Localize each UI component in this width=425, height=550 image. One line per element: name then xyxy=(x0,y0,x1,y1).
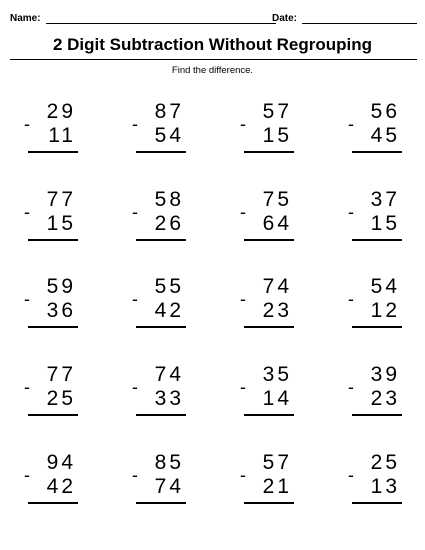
subtraction-problem xyxy=(238,189,298,249)
subtraction-problem xyxy=(346,364,406,424)
subtrahend: 11 xyxy=(48,124,76,147)
answer-line[interactable] xyxy=(136,502,186,504)
subtrahend: 23 xyxy=(370,387,400,410)
minus-sign: - xyxy=(240,202,246,222)
subtrahend: 12 xyxy=(370,299,400,322)
answer-line[interactable] xyxy=(28,239,78,241)
subtrahend: 36 xyxy=(46,299,76,322)
minus-sign: - xyxy=(132,465,138,485)
minuend: 39 xyxy=(370,363,400,386)
answer-line[interactable] xyxy=(352,239,402,241)
subtraction-problem xyxy=(22,276,82,336)
minus-sign: - xyxy=(348,289,354,309)
worksheet-header xyxy=(10,12,417,28)
minus-sign: - xyxy=(240,114,246,134)
subtraction-problem xyxy=(238,101,298,161)
answer-line[interactable] xyxy=(136,239,186,241)
subtraction-problem xyxy=(238,276,298,336)
answer-line[interactable] xyxy=(244,326,294,328)
subtrahend: 26 xyxy=(154,212,184,235)
name-field-line[interactable] xyxy=(46,23,276,24)
subtrahend: 25 xyxy=(46,387,76,410)
answer-line[interactable] xyxy=(352,326,402,328)
minuend: 57 xyxy=(262,451,292,474)
minus-sign: - xyxy=(348,202,354,222)
minuend: 77 xyxy=(46,363,76,386)
minus-sign: - xyxy=(348,377,354,397)
subtraction-problem xyxy=(22,101,82,161)
subtrahend: 42 xyxy=(154,299,184,322)
minus-sign: - xyxy=(132,289,138,309)
subtraction-problem xyxy=(130,101,190,161)
minuend: 37 xyxy=(370,188,400,211)
minuend: 59 xyxy=(46,275,76,298)
subtrahend: 42 xyxy=(46,475,76,498)
answer-line[interactable] xyxy=(28,326,78,328)
subtraction-problem xyxy=(346,189,406,249)
minuend: 75 xyxy=(262,188,292,211)
minus-sign: - xyxy=(240,377,246,397)
subtrahend: 33 xyxy=(154,387,184,410)
minuend: 56 xyxy=(370,100,400,123)
subtrahend: 15 xyxy=(46,212,76,235)
minuend: 55 xyxy=(154,275,184,298)
subtraction-problem xyxy=(130,276,190,336)
minus-sign: - xyxy=(132,114,138,134)
subtraction-problem xyxy=(346,452,406,512)
minuend: 29 xyxy=(46,100,76,123)
minuend: 74 xyxy=(154,363,184,386)
date-field-line[interactable] xyxy=(302,23,417,24)
answer-line[interactable] xyxy=(352,414,402,416)
minuend: 87 xyxy=(154,100,184,123)
minuend: 58 xyxy=(154,188,184,211)
answer-line[interactable] xyxy=(244,239,294,241)
answer-line[interactable] xyxy=(28,414,78,416)
subtraction-problem xyxy=(22,452,82,512)
subtrahend: 64 xyxy=(262,212,292,235)
instructions: Find the difference. xyxy=(171,65,254,76)
subtrahend: 54 xyxy=(154,124,184,147)
name-label: Name: xyxy=(10,13,41,24)
answer-line[interactable] xyxy=(28,151,78,153)
title-divider xyxy=(10,59,417,60)
minus-sign: - xyxy=(24,465,30,485)
minuend: 25 xyxy=(370,451,400,474)
answer-line[interactable] xyxy=(28,502,78,504)
subtrahend: 74 xyxy=(154,475,184,498)
minus-sign: - xyxy=(240,465,246,485)
minuend: 74 xyxy=(262,275,292,298)
answer-line[interactable] xyxy=(136,414,186,416)
minuend: 35 xyxy=(262,363,292,386)
minus-sign: - xyxy=(348,114,354,134)
minuend: 85 xyxy=(154,451,184,474)
minus-sign: - xyxy=(240,289,246,309)
subtrahend: 15 xyxy=(262,124,292,147)
date-label: Date: xyxy=(272,13,298,24)
answer-line[interactable] xyxy=(352,151,402,153)
subtraction-problem xyxy=(22,364,82,424)
subtraction-problem xyxy=(130,364,190,424)
subtrahend: 13 xyxy=(370,475,400,498)
answer-line[interactable] xyxy=(244,502,294,504)
minus-sign: - xyxy=(24,114,30,134)
minuend: 77 xyxy=(46,188,76,211)
minus-sign: - xyxy=(348,465,354,485)
subtraction-problem xyxy=(130,189,190,249)
minuend: 94 xyxy=(46,451,76,474)
minuend: 57 xyxy=(262,100,292,123)
minus-sign: - xyxy=(132,202,138,222)
subtraction-problem xyxy=(238,452,298,512)
subtraction-problem xyxy=(238,364,298,424)
answer-line[interactable] xyxy=(244,414,294,416)
subtrahend: 14 xyxy=(262,387,292,410)
subtrahend: 21 xyxy=(262,475,292,498)
page-title: 2 Digit Subtraction Without Regrouping xyxy=(52,35,373,54)
minuend: 54 xyxy=(370,275,400,298)
subtrahend: 45 xyxy=(370,124,400,147)
subtraction-problem xyxy=(346,101,406,161)
subtraction-problem xyxy=(130,452,190,512)
subtrahend: 15 xyxy=(370,212,400,235)
minus-sign: - xyxy=(132,377,138,397)
minus-sign: - xyxy=(24,377,30,397)
subtrahend: 23 xyxy=(262,299,292,322)
answer-line[interactable] xyxy=(244,151,294,153)
subtraction-problem xyxy=(22,189,82,249)
answer-line[interactable] xyxy=(136,326,186,328)
answer-line[interactable] xyxy=(136,151,186,153)
minus-sign: - xyxy=(24,289,30,309)
subtraction-problem xyxy=(346,276,406,336)
minus-sign: - xyxy=(24,202,30,222)
answer-line[interactable] xyxy=(352,502,402,504)
